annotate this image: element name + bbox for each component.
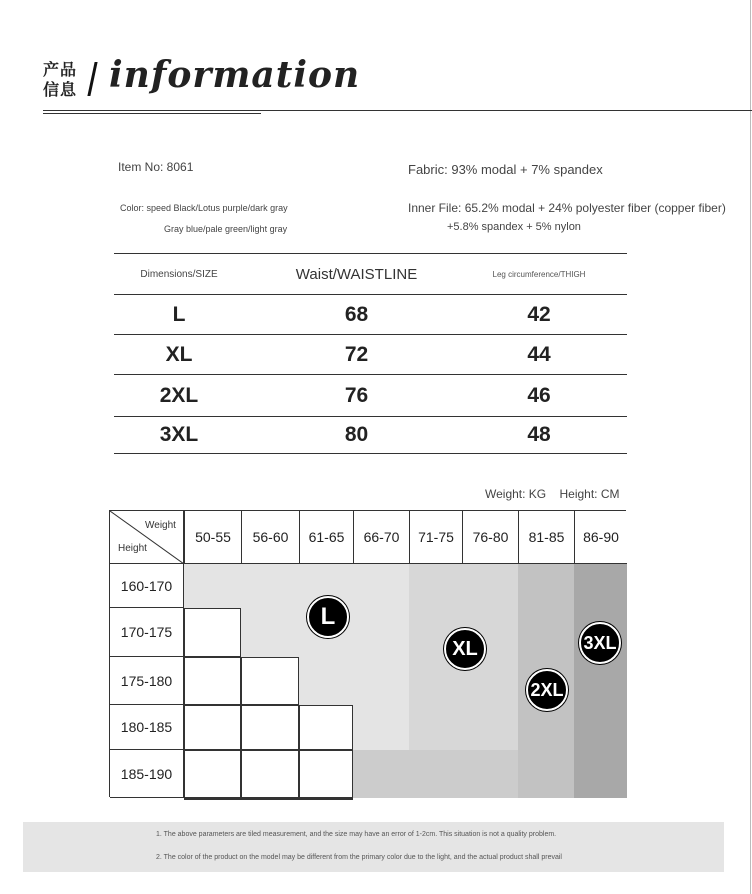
waist-value: 68 [344,302,369,326]
weight-header: 81-85 [518,511,574,564]
height-header: 175-180 [110,657,184,705]
size-badge-l: L [307,596,349,638]
header-underline [43,110,752,111]
corner-weight-label: Weight [145,520,176,531]
header-thigh: Leg circumference/THIGH [492,269,586,279]
notes-panel [23,822,724,872]
empty-cell [241,657,299,705]
height-header: 160-170 [110,564,184,608]
empty-cell [184,608,241,657]
weight-header: 61-65 [299,511,353,564]
note-2: 2. The color of the product on the model may be different from the primary color due to the light, and the actual product shall prevail [156,854,562,861]
weight-unit: Weight: KG [485,487,547,501]
size-fit-chart [109,510,626,797]
units-label [485,487,630,501]
color-info-line1: Color: speed Black/Lotus purple/dark gray [120,203,288,213]
table-row [114,375,627,417]
empty-cell [184,657,241,705]
item-number: Item No: 8061 [118,160,194,174]
size-table-header [114,253,627,295]
empty-cell [299,750,353,798]
size-label: L [172,302,186,326]
weight-header: 71-75 [409,511,462,564]
size-label: XL [165,342,193,366]
weight-header: 66-70 [353,511,409,564]
size-badge-2xl: 2XL [526,669,568,711]
corner-cell [110,511,184,564]
waist-value: 72 [344,342,369,366]
header-waist: Waist/WAISTLINE [295,265,418,283]
zone-xl-lower [409,750,518,798]
section-header [43,54,752,118]
inner-fabric-line2: +5.8% spandex + 5% nylon [447,221,581,233]
weight-header: 50-55 [184,511,241,564]
empty-cell [241,705,299,750]
weight-header: 76-80 [462,511,518,564]
waist-value: 76 [344,383,369,407]
empty-cell [184,750,241,798]
thigh-value: 48 [527,423,551,446]
empty-cell [184,798,241,800]
height-header: 180-185 [110,705,184,750]
empty-cell [241,798,299,800]
color-info-line2: Gray blue/pale green/light gray [164,224,288,234]
table-row [114,295,627,335]
table-row [114,335,627,375]
size-badge-xl: XL [444,628,486,670]
height-header: 185-190 [110,750,184,798]
zone-l-corner [353,750,409,798]
thigh-value: 42 [527,302,551,326]
note-1: 1. The above parameters are tiled measurement, and the size may have an error of 1-2cm. This situation is not a quality problem. [156,831,557,838]
height-unit: Height: CM [559,487,620,501]
size-label: 3XL [159,423,199,446]
empty-cell [184,705,241,750]
corner-height-label: Height [118,543,147,554]
size-label: 2XL [159,383,199,407]
header-title-en: information [109,54,361,96]
empty-cell [241,750,299,798]
corner-diagonal [110,511,184,564]
page-edge-line [750,0,751,894]
empty-cell [299,705,353,750]
inner-fabric-line1: Inner File: 65.2% modal + 24% polyester fiber (copper fiber) [408,201,726,215]
header-underline-short [43,113,261,114]
empty-cell [299,798,353,800]
size-badge-3xl: 3XL [579,622,621,664]
header-divider-bar [87,62,97,96]
weight-header: 56-60 [241,511,299,564]
diagonal-line [110,511,184,564]
waist-value: 80 [344,423,369,446]
height-header: 170-175 [110,608,184,657]
header-dimensions: Dimensions/SIZE [140,268,218,280]
table-row [114,417,627,454]
fabric-info: Fabric: 93% modal + 7% spandex [408,162,603,177]
zone-3xl [574,564,627,798]
thigh-value: 44 [527,342,551,366]
weight-header: 86-90 [574,511,627,564]
header-title-cn: 产品 信息 [43,60,78,99]
thigh-value: 46 [527,383,551,407]
size-table [114,253,627,454]
